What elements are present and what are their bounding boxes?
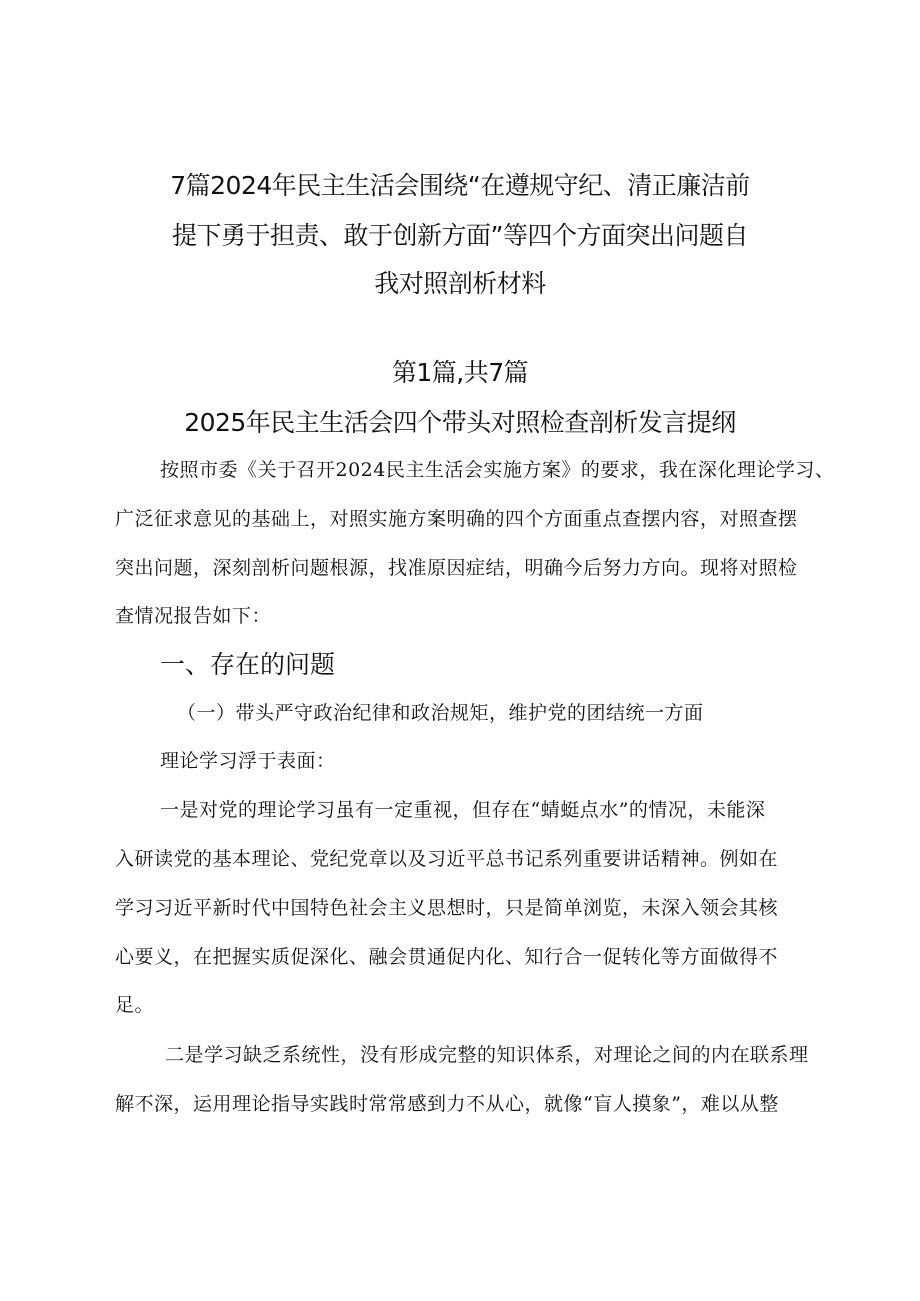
document-title-line-2: 提下勇于担责、敢于创新方面”等四个方面突出问题自: [172, 221, 748, 250]
part-label: 第1篇,共7篇: [391, 358, 529, 387]
intro-line-2: 广泛征求意见的基础上，对照实施方案明确的四个方面重点查摆内容，对照查摆: [115, 508, 798, 530]
section-heading: 一、存在的问题: [160, 650, 336, 679]
paragraph-2-line-1: 二是学习缺乏系统性，没有形成完整的知识体系，对理论之间的内在联系理: [165, 1044, 809, 1066]
intro-line-1: 按照市委《关于召开2024民主生活会实施方案》的要求，我在深化理论学习、: [160, 459, 835, 481]
document-title-line-3: 我对照剖析材料: [374, 269, 546, 298]
point-title: 理论学习浮于表面：: [160, 750, 336, 772]
document-title-line-1: 7篇2024年民主生活会围绕“在遵规守纪、清正廉洁前: [170, 171, 750, 200]
paragraph-2-line-2: 解不深，运用理论指导实践时常常感到力不从心，就像“盲人摸象”，难以从整: [115, 1093, 779, 1115]
intro-line-4: 查情况报告如下：: [115, 605, 272, 627]
intro-line-3: 突出问题，深刻剖析问题根源，找准原因症结，明确今后努力方向。现将对照检: [115, 557, 798, 579]
paragraph-1-line-1: 一是对党的理论学习虽有一定重视，但存在“蜻蜓点水”的情况，未能深: [160, 799, 766, 821]
subsection-heading: （一）带头严守政治纪律和政治规矩，维护党的团结统一方面: [177, 702, 704, 724]
document-subtitle: 2025年民主生活会四个带头对照检查剖析发言提纲: [184, 408, 736, 437]
paragraph-1-line-3: 学习习近平新时代中国特色社会主义思想时，只是简单浏览，未深入领会其核: [115, 897, 779, 919]
paragraph-1-line-4: 心要义，在把握实质促深化、融会贯通促内化、知行合一促转化等方面做得不: [115, 946, 779, 968]
paragraph-1-line-5: 足。: [115, 994, 155, 1016]
paragraph-1-line-2: 入研读党的基本理论、党纪党章以及习近平总书记系列重要讲话精神。例如在: [115, 848, 779, 870]
